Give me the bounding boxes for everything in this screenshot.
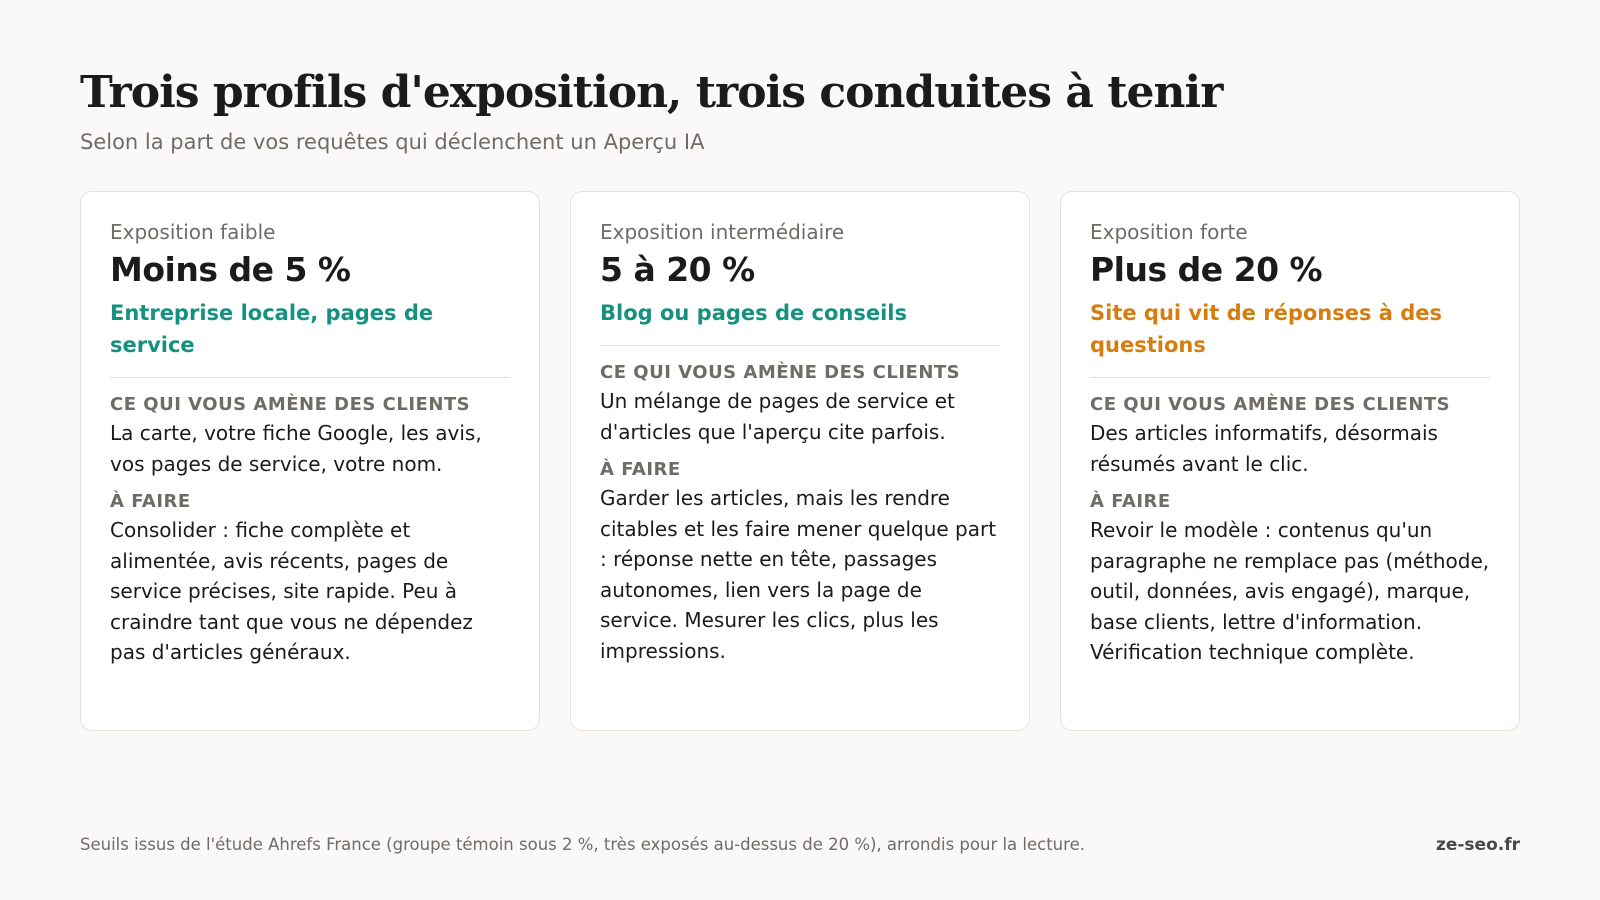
card-high-exposure [1060,191,1520,731]
card-divider [600,345,1000,346]
page-subtitle: Selon la part de vos requêtes qui déclenchent un Aperçu IA [80,130,705,154]
todo-label: À FAIRE [1090,491,1171,512]
todo-text: Garder les articles, mais les rendre citables et les faire mener quelque part : réponse nette en tête, passages autonomes, lien vers la page de service. Mesurer les clics, plus les impressions. [600,486,997,663]
card-threshold: Moins de 5 % [110,250,351,289]
clients-label: CE QUI VOUS AMÈNE DES CLIENTS [600,362,961,383]
card-level: Exposition faible [110,220,276,244]
card-threshold: 5 à 20 % [600,250,755,289]
card-profile: Site qui vit de réponses à des questions [1090,301,1443,357]
card-level: Exposition intermédiaire [600,220,845,244]
clients-text: La carte, votre fiche Google, les avis, vos pages de service, votre nom. [110,421,482,476]
todo-label: À FAIRE [110,491,191,512]
card-low-exposure [80,191,540,731]
card-divider [1090,377,1490,378]
clients-label: CE QUI VOUS AMÈNE DES CLIENTS [110,394,471,415]
card-medium-exposure [570,191,1030,731]
card-profile: Entreprise locale, pages de service [110,301,434,357]
todo-text: Consolider : fiche complète et alimentée, avis récents, pages de service précises, site rapide. Peu à craindre tant que vous ne dépendez pas d'articles généraux. [110,518,473,664]
card-divider [110,377,510,378]
clients-text: Des articles informatifs, désormais résumés avant le clic. [1090,421,1438,476]
profile-cards [80,191,1520,731]
todo-text: Revoir le modèle : contenus qu'un paragraphe ne remplace pas (méthode, outil, données, avis engagé), marque, base clients, lettre d'information. Vérification technique complète. [1090,518,1490,664]
brand-link[interactable]: ze-seo.fr [1435,835,1520,855]
card-profile: Blog ou pages de conseils [600,301,908,325]
card-level: Exposition forte [1090,220,1248,244]
clients-label: CE QUI VOUS AMÈNE DES CLIENTS [1090,394,1451,415]
todo-label: À FAIRE [600,459,681,480]
card-threshold: Plus de 20 % [1090,250,1323,289]
page-title: Trois profils d'exposition, trois conduites à tenir [80,67,1223,118]
footer-note: Seuils issus de l'étude Ahrefs France (groupe témoin sous 2 %, très exposés au-dessus de 20 %), arrondis pour la lecture. [80,835,1085,854]
clients-text: Un mélange de pages de service et d'articles que l'aperçu cite parfois. [600,389,955,444]
